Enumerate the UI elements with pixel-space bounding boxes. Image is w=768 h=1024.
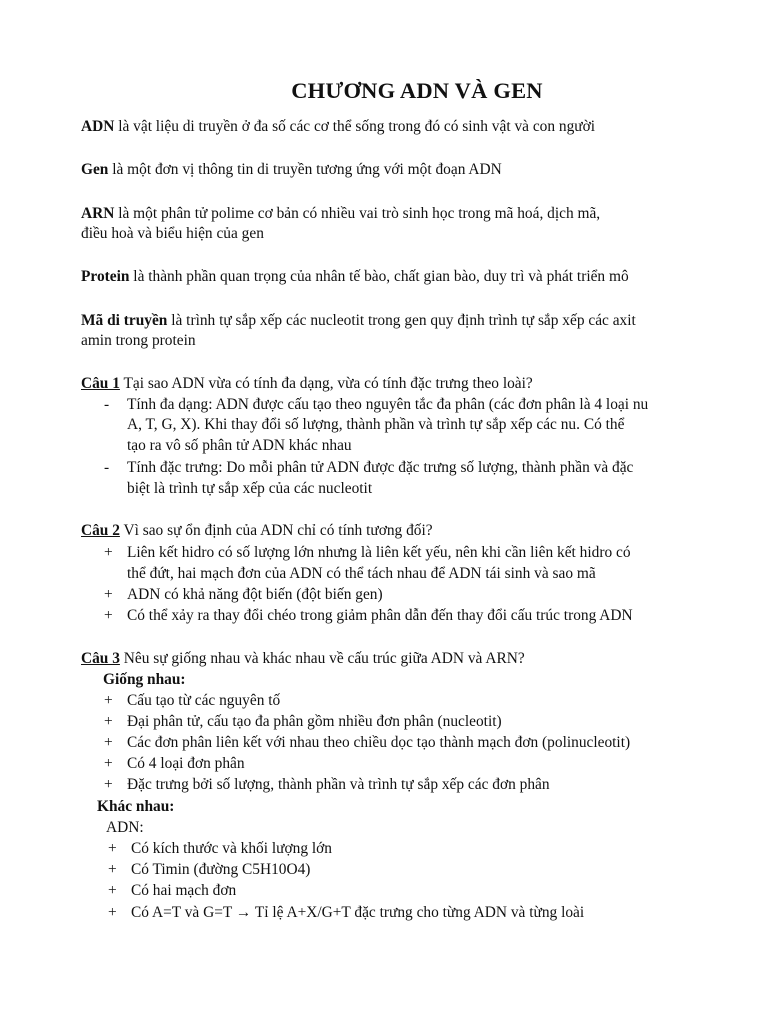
definition-ma-di-truyen <box>81 311 636 331</box>
plus-marker: + <box>104 607 113 624</box>
dash-marker: - <box>104 396 110 413</box>
term-ma-di-truyen: Mã di truyền <box>81 312 168 329</box>
page-title: CHƯƠNG ADN VÀ GEN <box>291 78 543 103</box>
different-heading: Khác nhau: <box>97 798 175 815</box>
similar-item: Các đơn phân liên kết với nhau theo chiều dọc tạo thành mạch đơn (polinucleotit) <box>127 734 631 751</box>
q2-item-1-line-2: thể đứt, hai mạch đơn của ADN có thể tách nhau để ADN tái sinh và sao mã <box>127 565 596 582</box>
q1-item-2-line-1: Tính đặc trưng: Do mỗi phân tử ADN được đặc trưng số lượng, thành phần và đặc <box>127 459 634 476</box>
definition-text: là thành phần quan trọng của nhân tế bào, chất gian bào, duy trì và phát triển mô <box>129 268 629 285</box>
definition-text: là vật liệu di truyền ở đa số các cơ thể sống trong đó có sinh vật và con người <box>114 118 596 135</box>
q1-item-1-line-1: Tính đa dạng: ADN được cấu tạo theo nguyên tắc đa phân (các đơn phân là 4 loại nu <box>127 396 649 413</box>
question-3 <box>81 649 525 669</box>
adn-item: Có A=T và G=T → Tỉ lệ A+X/G+T đặc trưng cho từng ADN và từng loài <box>131 904 585 921</box>
term-protein: Protein <box>81 268 130 285</box>
adn-item: Có kích thước và khối lượng lớn <box>131 840 332 857</box>
similar-item: Đại phân tử, cấu tạo đa phân gồm nhiều đơn phân (nucleotit) <box>127 713 502 730</box>
adn-item: Có Timin (đường C5H10O4) <box>131 861 311 878</box>
question-1-text: Tại sao ADN vừa có tính đa dạng, vừa có tính đặc trưng theo loài? <box>119 375 533 392</box>
plus-marker: + <box>108 861 117 878</box>
term-arn: ARN <box>81 205 115 222</box>
question-1-label: Câu 1 <box>81 375 120 392</box>
similar-item: Đặc trưng bởi số lượng, thành phần và trình tự sắp xếp các đơn phân <box>127 776 550 793</box>
plus-marker: + <box>108 882 117 899</box>
term-adn: ADN <box>81 118 115 135</box>
q1-item-1-line-2: A, T, G, X). Khi thay đổi số lượng, thành phần và trình tự sắp xếp các nu. Có thể <box>127 416 625 433</box>
similar-item: Có 4 loại đơn phân <box>127 755 245 772</box>
q1-item-1-line-3: tạo ra vô số phân tử ADN khác nhau <box>127 437 352 454</box>
q1-item-2-line-2: biệt là trình tự sắp xếp của các nucleotit <box>127 480 373 497</box>
q2-item-1-line-1: Liên kết hidro có số lượng lớn nhưng là liên kết yếu, nên khi cần liên kết hidro có <box>127 544 631 561</box>
similar-item: Cấu tạo từ các nguyên tố <box>127 692 281 709</box>
definition-ma-di-truyen-line2: amin trong protein <box>81 332 196 349</box>
plus-marker: + <box>104 586 113 603</box>
question-1 <box>81 374 533 394</box>
similar-heading: Giống nhau: <box>103 671 186 688</box>
definition-arn <box>81 204 600 224</box>
definition-protein <box>81 267 629 287</box>
q2-item-2: ADN có khả năng đột biến (đột biến gen) <box>127 586 383 603</box>
plus-marker: + <box>104 544 113 561</box>
definition-text: là một đơn vị thông tin di truyền tương ứng với một đoạn ADN <box>108 161 502 178</box>
plus-marker: + <box>104 713 113 730</box>
question-2 <box>81 521 433 541</box>
plus-marker: + <box>104 734 113 751</box>
plus-marker: + <box>104 692 113 709</box>
plus-marker: + <box>108 840 117 857</box>
term-gen: Gen <box>81 161 109 178</box>
question-2-label: Câu 2 <box>81 522 120 539</box>
definition-text: là trình tự sắp xếp các nucleotit trong gen quy định trình tự sắp xếp các axit <box>167 312 636 329</box>
definition-gen <box>81 160 502 180</box>
q2-item-3: Có thể xảy ra thay đổi chéo trong giảm phân dẫn đến thay đổi cấu trúc trong ADN <box>127 607 633 624</box>
definition-text: là một phân tử polime cơ bản có nhiều vai trò sinh học trong mã hoá, dịch mã, <box>114 205 601 222</box>
definition-arn-line2: điều hoà và biểu hiện của gen <box>81 225 264 242</box>
plus-marker: + <box>108 904 117 921</box>
definition-adn <box>81 117 595 137</box>
adn-item: Có hai mạch đơn <box>131 882 237 899</box>
plus-marker: + <box>104 755 113 772</box>
plus-marker: + <box>104 776 113 793</box>
question-3-text: Nêu sự giống nhau và khác nhau về cấu trúc giữa ADN và ARN? <box>119 650 525 667</box>
question-3-label: Câu 3 <box>81 650 120 667</box>
dash-marker: - <box>104 459 110 476</box>
adn-label: ADN: <box>106 819 144 836</box>
question-2-text: Vì sao sự ổn định của ADN chỉ có tính tương đối? <box>119 522 433 539</box>
